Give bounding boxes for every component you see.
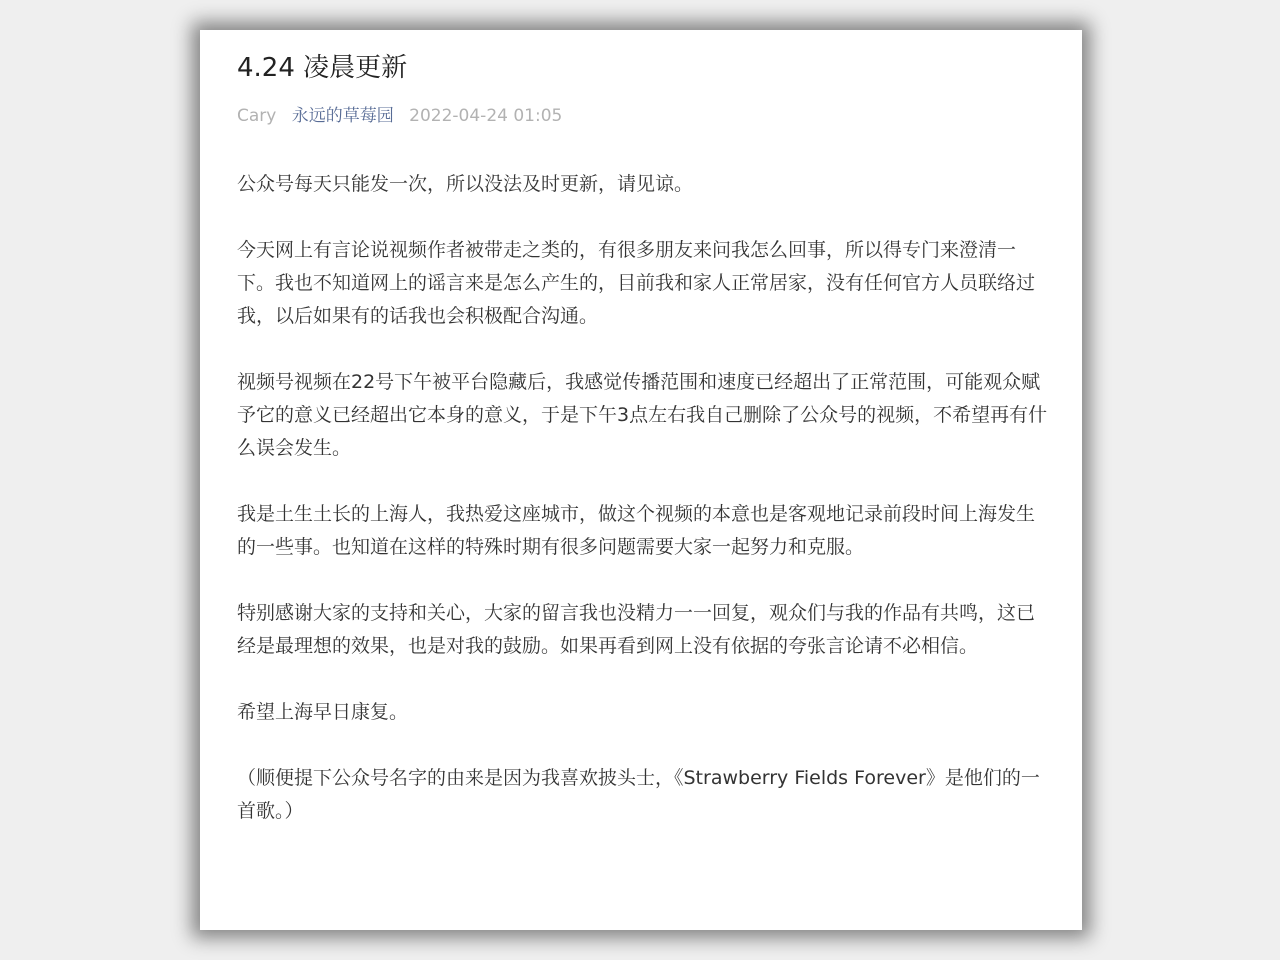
paragraph: 公众号每天只能发一次，所以没法及时更新，请见谅。 <box>237 173 694 195</box>
paragraph: 今天网上有言论说视频作者被带走之类的，有很多朋友来问我怎么回事，所以得专门来澄清一下。我也不知道网上的谣言来是怎么产生的，目前我和家人正常居家，没有任何官方人员联络过我，以后如果有的话我也会积极配合沟通。 <box>237 239 1036 327</box>
paragraph: 视频号视频在22号下午被平台隐藏后，我感觉传播范围和速度已经超出了正常范围，可能观众赋予它的意义已经超出它本身的意义，于是下午3点左右我自己删除了公众号的视频，不希望再有什么误会发生。 <box>237 371 1048 459</box>
article-body <box>237 168 1049 861</box>
paragraph: （顺便提下公众号名字的由来是因为我喜欢披头士，《Strawberry Fields Forever》是他们的一首歌。） <box>237 767 1040 822</box>
paragraph: 特别感谢大家的支持和关心，大家的留言我也没精力一一回复，观众们与我的作品有共鸣，这已经是最理想的效果，也是对我的鼓励。如果再看到网上没有依据的夸张言论请不必相信。 <box>237 602 1036 657</box>
publish-datetime: 2022-04-24 01:05 <box>409 106 563 126</box>
account-link[interactable]: 永远的草莓园 <box>291 106 394 126</box>
article-title: 4.24 凌晨更新 <box>237 53 408 83</box>
article-card <box>200 30 1082 930</box>
article-meta <box>237 104 572 128</box>
paragraph: 希望上海早日康复。 <box>237 701 409 723</box>
paragraph: 我是土生土长的上海人，我热爱这座城市，做这个视频的本意也是客观地记录前段时间上海发生的一些事。也知道在这样的特殊时期有很多问题需要大家一起努力和克服。 <box>237 503 1036 558</box>
author-name: Cary <box>237 106 277 126</box>
